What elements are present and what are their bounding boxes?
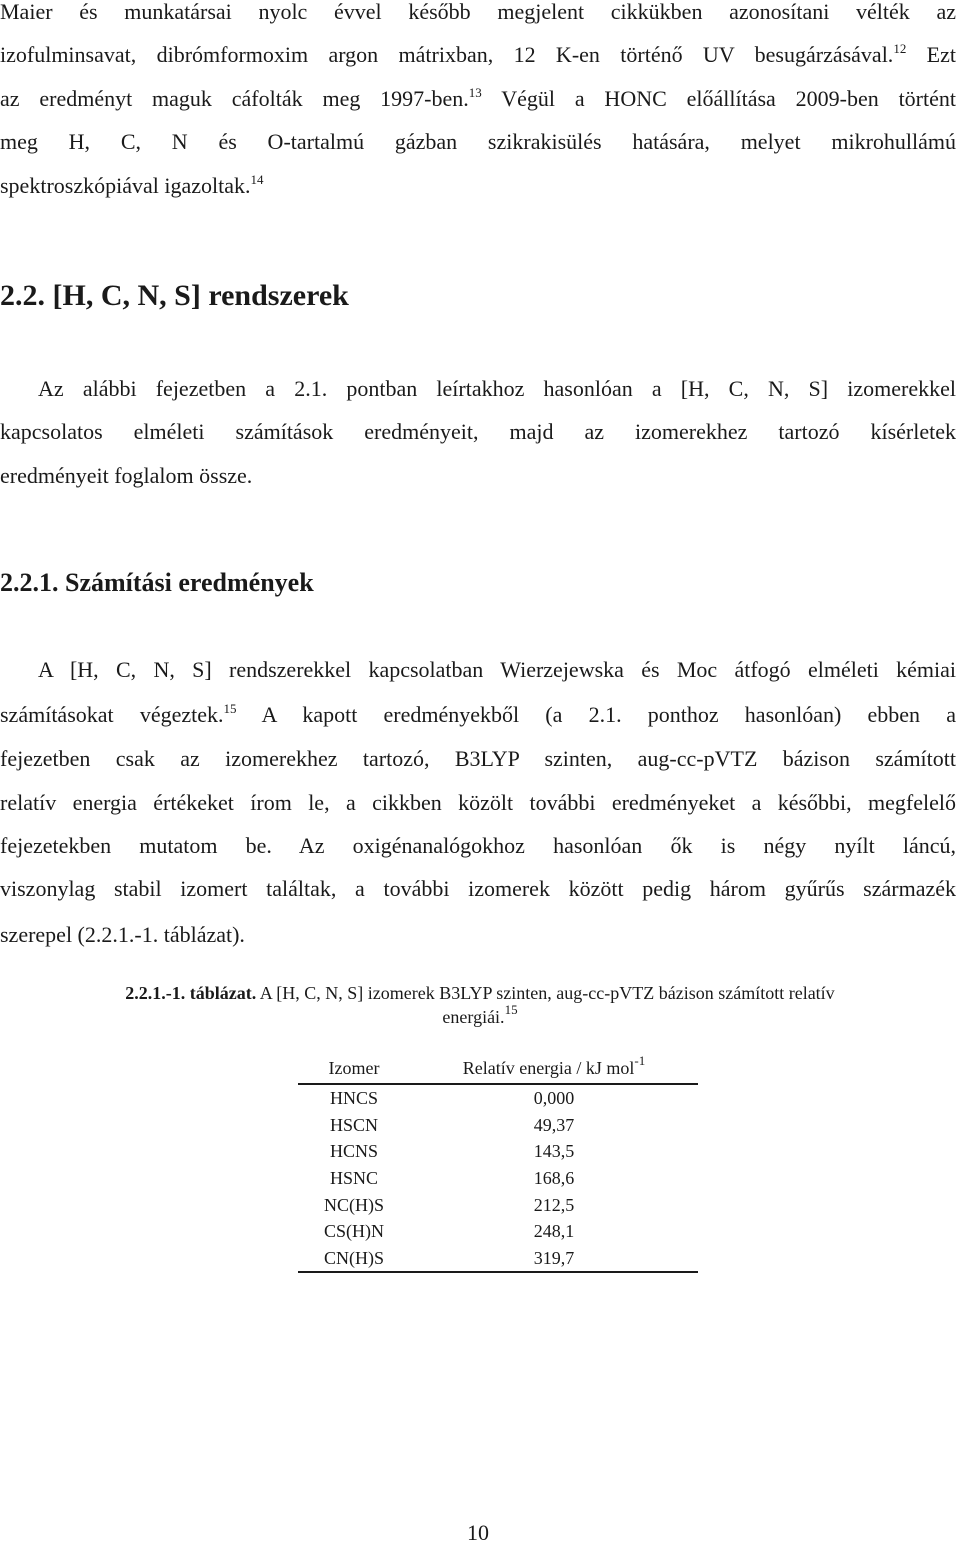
energy-cell: 212,5 [533, 1194, 575, 1215]
subsection-line-7: szerepel (2.2.1.-1. táblázat). [0, 922, 245, 947]
subsection-line-5: fejezetekben mutatom be. Az oxigénanalógokhoz hasonlóan ők is négy nyílt láncú, [0, 833, 956, 858]
section-heading: 2.2. [H, C, N, S] rendszerek [0, 279, 349, 312]
table-row [298, 1084, 698, 1112]
citation-14: 14 [250, 172, 264, 187]
subsection-line-1: A [H, C, N, S] rendszerekkel kapcsolatban Wierzejewska és Moc átfogó elméleti kémiai [38, 657, 956, 682]
subsection-line-2: számításokat végeztek.$^{15}$ A kapott eredményekből (a 2.1. ponthoz hasonlóan) ebben a [0, 701, 956, 727]
energy-cell: 168,6 [533, 1168, 575, 1189]
table-row [298, 1245, 698, 1273]
citation-12: 12 [893, 41, 907, 56]
page-number: 10 [467, 1520, 489, 1545]
section-line-1: Az alábbi fejezetben a 2.1. pontban leírtakhoz hasonlóan a [H, C, N, S] izomerekkel [38, 376, 956, 401]
isomer-cell: HNCS [329, 1088, 378, 1109]
citation-13: 13 [468, 85, 482, 100]
table-row [298, 1112, 698, 1139]
isomer-cell: HSCN [329, 1114, 378, 1135]
column-header-energy: Relatív energia / kJ mol$^{-1}$ [410, 1053, 698, 1084]
isomer-cell: NC(H)S [323, 1194, 384, 1215]
intro-line-5: spektroszkópiával igazoltak.$^{14}$ [0, 172, 264, 198]
intro-line-2: izofulminsavat, dibrómformoxim argon mátrixban, 12 K-en történő UV besugárzásával.$^{12}$ Ezt [0, 41, 956, 67]
table-row [298, 1165, 698, 1192]
energy-cell: 49,37 [533, 1114, 575, 1135]
column-header-isomer: Izomer [298, 1053, 410, 1084]
energy-cell: 248,1 [533, 1221, 575, 1242]
subsection-line-4: relatív energia értékeket írom le, a cikkben közölt további eredményeket a későbbi, megfelelő [0, 790, 956, 815]
energy-cell: 319,7 [410, 1245, 698, 1273]
isomer-cell: CS(H)N [323, 1221, 384, 1242]
energy-cell: 143,5 [533, 1141, 575, 1162]
table-caption-line-2: energiái.$^{15}$ [442, 1002, 518, 1027]
table-caption-line-1: 2.2.1.-1. táblázat. A [H, C, N, S] izomerek B3LYP szinten, aug-cc-pVTZ bázison számított relatív [125, 983, 835, 1003]
caption-citation: 15 [504, 1002, 518, 1017]
isomer-cell: HCNS [329, 1141, 378, 1162]
subsection-heading: 2.2.1. Számítási eredmények [0, 568, 314, 597]
table-row [298, 1138, 698, 1165]
table-caption-label: 2.2.1.-1. táblázat. [125, 983, 257, 1003]
intro-line-1: Maier és munkatársai nyolc évvel később megjelent cikkükben azonosítani vélték az [0, 0, 956, 24]
subsection-line-6: viszonylag stabil izomert találtak, a további izomerek között pedig három gyűrűs származék [0, 876, 956, 901]
table-row [298, 1191, 698, 1218]
table-row [298, 1218, 698, 1245]
section-line-2: kapcsolatos elméleti számítások eredményeit, majd az izomerekhez tartozó kísérletek [0, 419, 956, 444]
table-header-row [298, 1053, 698, 1084]
intro-line-4: meg H, C, N és O-tartalmú gázban szikrakisülés hatására, melyet mikrohullámú [0, 129, 956, 154]
subsection-line-3: fejezetben csak az izomerekhez tartozó, B3LYP szinten, aug-cc-pVTZ bázison számított [0, 746, 956, 771]
isomer-cell: CN(H)S [298, 1245, 410, 1273]
citation-15: 15 [223, 701, 237, 716]
isomer-cell: HSNC [329, 1168, 378, 1189]
energy-cell: 0,000 [533, 1088, 575, 1109]
isomer-energy-table [298, 1053, 698, 1273]
section-line-3: eredményeit foglalom össze. [0, 463, 253, 488]
intro-line-3: az eredményt maguk cáfolták meg 1997-ben.$^{13}$ Végül a HONC előállítása 2009-ben történt [0, 85, 956, 111]
